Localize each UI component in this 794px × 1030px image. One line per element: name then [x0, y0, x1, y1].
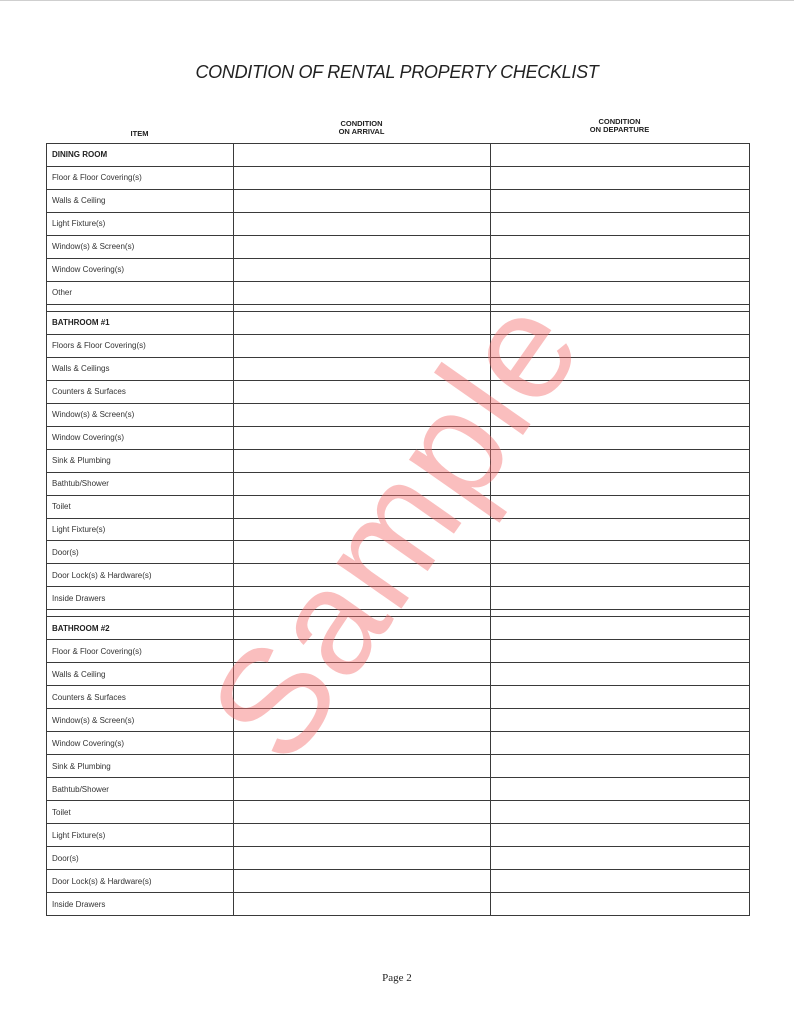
- departure-condition-cell[interactable]: [491, 732, 750, 755]
- table-row: [47, 686, 750, 709]
- item-label: Floor & Floor Covering(s): [47, 640, 234, 663]
- table-row: [47, 663, 750, 686]
- arrival-condition-cell[interactable]: [234, 281, 491, 304]
- table-row: [47, 426, 750, 449]
- item-label: Window Covering(s): [47, 732, 234, 755]
- table-row: [47, 541, 750, 564]
- item-label: Light Fixture(s): [47, 518, 234, 541]
- departure-condition-cell[interactable]: [491, 847, 750, 870]
- item-label: Window Covering(s): [47, 258, 234, 281]
- arrival-condition-cell[interactable]: [234, 403, 491, 426]
- item-label: Sink & Plumbing: [47, 755, 234, 778]
- item-label: Walls & Ceilings: [47, 357, 234, 380]
- item-label: Light Fixture(s): [47, 212, 234, 235]
- table-row: [47, 189, 750, 212]
- arrival-condition-cell[interactable]: [234, 640, 491, 663]
- arrival-condition-cell[interactable]: [234, 564, 491, 587]
- table-row: [47, 472, 750, 495]
- departure-condition-cell[interactable]: [491, 144, 750, 167]
- departure-condition-cell[interactable]: [491, 587, 750, 610]
- departure-condition-cell[interactable]: [491, 235, 750, 258]
- arrival-condition-cell[interactable]: [234, 189, 491, 212]
- item-label: Counters & Surfaces: [47, 686, 234, 709]
- item-label: Counters & Surfaces: [47, 380, 234, 403]
- arrival-condition-cell[interactable]: [234, 472, 491, 495]
- arrival-condition-cell[interactable]: [234, 334, 491, 357]
- spacer-cell: [234, 610, 491, 617]
- departure-condition-cell[interactable]: [491, 617, 750, 640]
- item-label: Walls & Ceiling: [47, 663, 234, 686]
- page-number: Page 2: [382, 972, 412, 984]
- table-row: [47, 778, 750, 801]
- item-label: Inside Drawers: [47, 587, 234, 610]
- page-title: CONDITION OF RENTAL PROPERTY CHECKLIST: [195, 62, 599, 82]
- sample-watermark: Sample: [176, 266, 613, 790]
- table-row: [47, 403, 750, 426]
- departure-condition-cell[interactable]: [491, 357, 750, 380]
- departure-condition-cell[interactable]: [491, 334, 750, 357]
- item-label: Floor & Floor Covering(s): [47, 166, 234, 189]
- arrival-condition-cell[interactable]: [234, 449, 491, 472]
- arrival-condition-cell[interactable]: [234, 380, 491, 403]
- item-label: Door(s): [47, 541, 234, 564]
- departure-condition-cell[interactable]: [491, 166, 750, 189]
- checklist-table: [46, 143, 750, 916]
- item-label: Toilet: [47, 801, 234, 824]
- arrival-condition-cell[interactable]: [234, 235, 491, 258]
- arrival-condition-cell[interactable]: [234, 824, 491, 847]
- departure-condition-cell[interactable]: [491, 663, 750, 686]
- departure-condition-cell[interactable]: [491, 801, 750, 824]
- departure-condition-cell[interactable]: [491, 778, 750, 801]
- item-label: Bathtub/Shower: [47, 778, 234, 801]
- table-row: [47, 518, 750, 541]
- arrival-condition-cell[interactable]: [234, 311, 491, 334]
- arrival-condition-cell[interactable]: [234, 617, 491, 640]
- table-row: [47, 587, 750, 610]
- item-label: Toilet: [47, 495, 234, 518]
- item-label: Door Lock(s) & Hardware(s): [47, 870, 234, 893]
- departure-condition-cell[interactable]: [491, 541, 750, 564]
- item-label: Floors & Floor Covering(s): [47, 334, 234, 357]
- departure-condition-cell[interactable]: [491, 755, 750, 778]
- item-label: Bathtub/Shower: [47, 472, 234, 495]
- arrival-condition-cell[interactable]: [234, 847, 491, 870]
- table-row: [47, 847, 750, 870]
- section-heading: BATHROOM #2: [47, 617, 234, 640]
- table-row: [47, 166, 750, 189]
- spacer-cell: [491, 610, 750, 617]
- departure-condition-cell[interactable]: [491, 189, 750, 212]
- arrival-condition-cell[interactable]: [234, 258, 491, 281]
- departure-condition-cell[interactable]: [491, 518, 750, 541]
- departure-condition-cell[interactable]: [491, 281, 750, 304]
- table-row: [47, 709, 750, 732]
- departure-condition-cell[interactable]: [491, 212, 750, 235]
- departure-condition-cell[interactable]: [491, 403, 750, 426]
- departure-condition-cell[interactable]: [491, 472, 750, 495]
- table-row: [47, 564, 750, 587]
- item-label: Window(s) & Screen(s): [47, 709, 234, 732]
- item-label: Door Lock(s) & Hardware(s): [47, 564, 234, 587]
- departure-condition-cell[interactable]: [491, 495, 750, 518]
- arrival-condition-cell[interactable]: [234, 166, 491, 189]
- item-label: Other: [47, 281, 234, 304]
- spacer-cell: [47, 610, 234, 617]
- departure-condition-cell[interactable]: [491, 564, 750, 587]
- item-label: Light Fixture(s): [47, 824, 234, 847]
- arrival-condition-cell[interactable]: [234, 893, 491, 916]
- section-row: [47, 144, 750, 167]
- section-heading: DINING ROOM: [47, 144, 234, 167]
- arrival-condition-cell[interactable]: [234, 686, 491, 709]
- departure-condition-cell[interactable]: [491, 870, 750, 893]
- item-label: Walls & Ceiling: [47, 189, 234, 212]
- table-row: [47, 449, 750, 472]
- spacer-cell: [234, 304, 491, 311]
- arrival-condition-cell[interactable]: [234, 587, 491, 610]
- table-row: [47, 824, 750, 847]
- column-header-departure: CONDITION ON DEPARTURE: [589, 117, 650, 134]
- table-row: [47, 357, 750, 380]
- departure-condition-cell[interactable]: [491, 426, 750, 449]
- column-header-item: ITEM: [130, 129, 149, 138]
- arrival-condition-cell[interactable]: [234, 801, 491, 824]
- spacer-cell: [491, 304, 750, 311]
- table-row: [47, 334, 750, 357]
- table-row: [47, 893, 750, 916]
- table-row: [47, 258, 750, 281]
- arrival-condition-cell[interactable]: [234, 778, 491, 801]
- departure-condition-cell[interactable]: [491, 311, 750, 334]
- section-spacer: [47, 610, 750, 617]
- section-row: [47, 617, 750, 640]
- table-row: [47, 495, 750, 518]
- arrival-condition-cell[interactable]: [234, 755, 491, 778]
- table-row: [47, 212, 750, 235]
- page-top-edge: [0, 0, 794, 1]
- arrival-condition-cell[interactable]: [234, 144, 491, 167]
- item-label: Window(s) & Screen(s): [47, 235, 234, 258]
- departure-condition-cell[interactable]: [491, 449, 750, 472]
- departure-condition-cell[interactable]: [491, 709, 750, 732]
- arrival-condition-cell[interactable]: [234, 357, 491, 380]
- arrival-condition-cell[interactable]: [234, 212, 491, 235]
- departure-condition-cell[interactable]: [491, 258, 750, 281]
- table-row: [47, 235, 750, 258]
- arrival-condition-cell[interactable]: [234, 518, 491, 541]
- table-row: [47, 380, 750, 403]
- section-heading: BATHROOM #1: [47, 311, 234, 334]
- arrival-condition-cell[interactable]: [234, 870, 491, 893]
- table-row: [47, 281, 750, 304]
- item-label: Window(s) & Screen(s): [47, 403, 234, 426]
- item-label: Window Covering(s): [47, 426, 234, 449]
- arrival-condition-cell[interactable]: [234, 663, 491, 686]
- departure-condition-cell[interactable]: [491, 640, 750, 663]
- table-row: [47, 755, 750, 778]
- table-row: [47, 640, 750, 663]
- table-row: [47, 732, 750, 755]
- arrival-condition-cell[interactable]: [234, 709, 491, 732]
- departure-condition-cell[interactable]: [491, 380, 750, 403]
- table-row: [47, 870, 750, 893]
- column-headers: [46, 114, 749, 142]
- column-header-arrival: CONDITION ON ARRIVAL: [338, 119, 385, 136]
- arrival-condition-cell[interactable]: [234, 495, 491, 518]
- departure-condition-cell[interactable]: [491, 824, 750, 847]
- arrival-condition-cell[interactable]: [234, 732, 491, 755]
- item-label: Sink & Plumbing: [47, 449, 234, 472]
- departure-condition-cell[interactable]: [491, 686, 750, 709]
- section-spacer: [47, 304, 750, 311]
- section-row: [47, 311, 750, 334]
- arrival-condition-cell[interactable]: [234, 541, 491, 564]
- item-label: Door(s): [47, 847, 234, 870]
- item-label: Inside Drawers: [47, 893, 234, 916]
- arrival-condition-cell[interactable]: [234, 426, 491, 449]
- departure-condition-cell[interactable]: [491, 893, 750, 916]
- spacer-cell: [47, 304, 234, 311]
- table-row: [47, 801, 750, 824]
